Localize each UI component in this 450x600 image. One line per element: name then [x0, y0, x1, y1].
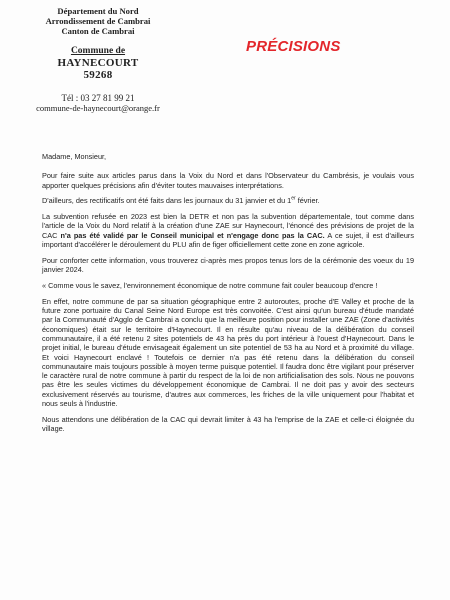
- corrections-text: D'ailleurs, des rectificatifs ont été faits dans les journaux du 31 janvier et du 1: [42, 196, 292, 206]
- paragraph-subsidy: [42, 212, 414, 249]
- subsidy-bold-text: n'a pas été validé par le Conseil municipal et n'engage donc pas la CAC.: [60, 230, 325, 240]
- arrondissement-line: Arrondissement de Cambrai: [45, 16, 151, 26]
- corrections-text-end: février.: [295, 196, 320, 206]
- canton-line: Canton de Cambrai: [61, 26, 135, 36]
- quote-opening: « Comme vous le savez, l'environnement économique de notre commune fait couler beaucoup d'encre !: [42, 280, 378, 290]
- commune-name: HAYNECOURT: [57, 57, 139, 69]
- paragraph-intro: Pour faire suite aux articles parus dans la Voix du Nord et dans l'Observateur du Cambrésis, je voulais vous apporter quelques précisions afin d'éviter toutes mauvaises interprétations.: [42, 171, 414, 190]
- subsidy-text: La subvention refusée en 2023 est bien la DETR et non pas la subvention départementale, tout comme dans l'article de la Voix du Nord relatif à la création d'une ZAE sur Haynecourt, l'énoncé des prévisions de projet de la CAC: [42, 212, 414, 240]
- quote-closing: Nous attendons une délibération de la CAC qui devrait limiter à 43 ha l'emprise de la ZAE et celle-ci éloignée du village.: [42, 414, 414, 434]
- paragraph-corrections: [42, 196, 414, 205]
- department-line: Département du Nord: [57, 6, 139, 16]
- greeting: Madame, Monsieur,: [42, 152, 107, 161]
- ordinal-superscript: er: [291, 195, 296, 202]
- paragraph-confirmation: Pour conforter cette information, vous trouverez ci-après mes propos tenus lors de la cérémonie des voeux du 19 janvier 2024.: [42, 255, 414, 275]
- letterhead: [18, 6, 178, 113]
- quote-body: En effet, notre commune de par sa situation géographique entre 2 autoroutes, proche d'E Valley et proche de la future zone portuaire du Canal Seine Nord Europe est très convoitée. C'est ainsi qu'un bureau d'étude mandaté par la Communauté d'Agglo de Cambrai a conclu que la meilleure position pour installer une ZAE (Zone d'activités économiques) était sur le territoire d'Haynecourt. Il en résulte qu'au niveau de la délibération du conseil communautaire, il a été retenu 2 sites potentiels de 43 ha près du port intérieur à l'ouest d'Haynecourt. Dans le projet initial, le bureau d'étude envisageait également un site potentiel de 53 ha au Nord et à proximité du village. Et voici Haynecourt enclavé ! Toutefois ce dernier n'a pas été retenu dans la délibération du conseil communautaire mais toujours possible à moyen terme puisque potentiel. Il faudra donc être vigilant pour préserver le caractère rural de notre commune à partir du respect de la loi de non artificialisation des sols. Nous ne pouvons pas être les seules victimes du développement économique de Cambrai. Il ne doit pas y avoir des secteurs exclusivement réservés au tourisme, d'autres aux commerces, les friches de la ville uniquement pour l'habitat et nous seuls à l'industrie.: [42, 296, 414, 409]
- subsidy-text-end: A ce sujet, il est d'ailleurs important d'accélérer le déroulement du PLU afin de figer officiellement cette zone en zone agricole.: [42, 230, 415, 250]
- email-address: commune-de-haynecourt@orange.fr: [36, 103, 160, 113]
- letter-body: [42, 152, 414, 440]
- commune-label: Commune de: [70, 46, 126, 56]
- document-title: PRÉCISIONS: [246, 38, 341, 55]
- postcode: 59268: [83, 69, 113, 81]
- phone-number: Tél : 03 27 81 99 21: [61, 93, 135, 103]
